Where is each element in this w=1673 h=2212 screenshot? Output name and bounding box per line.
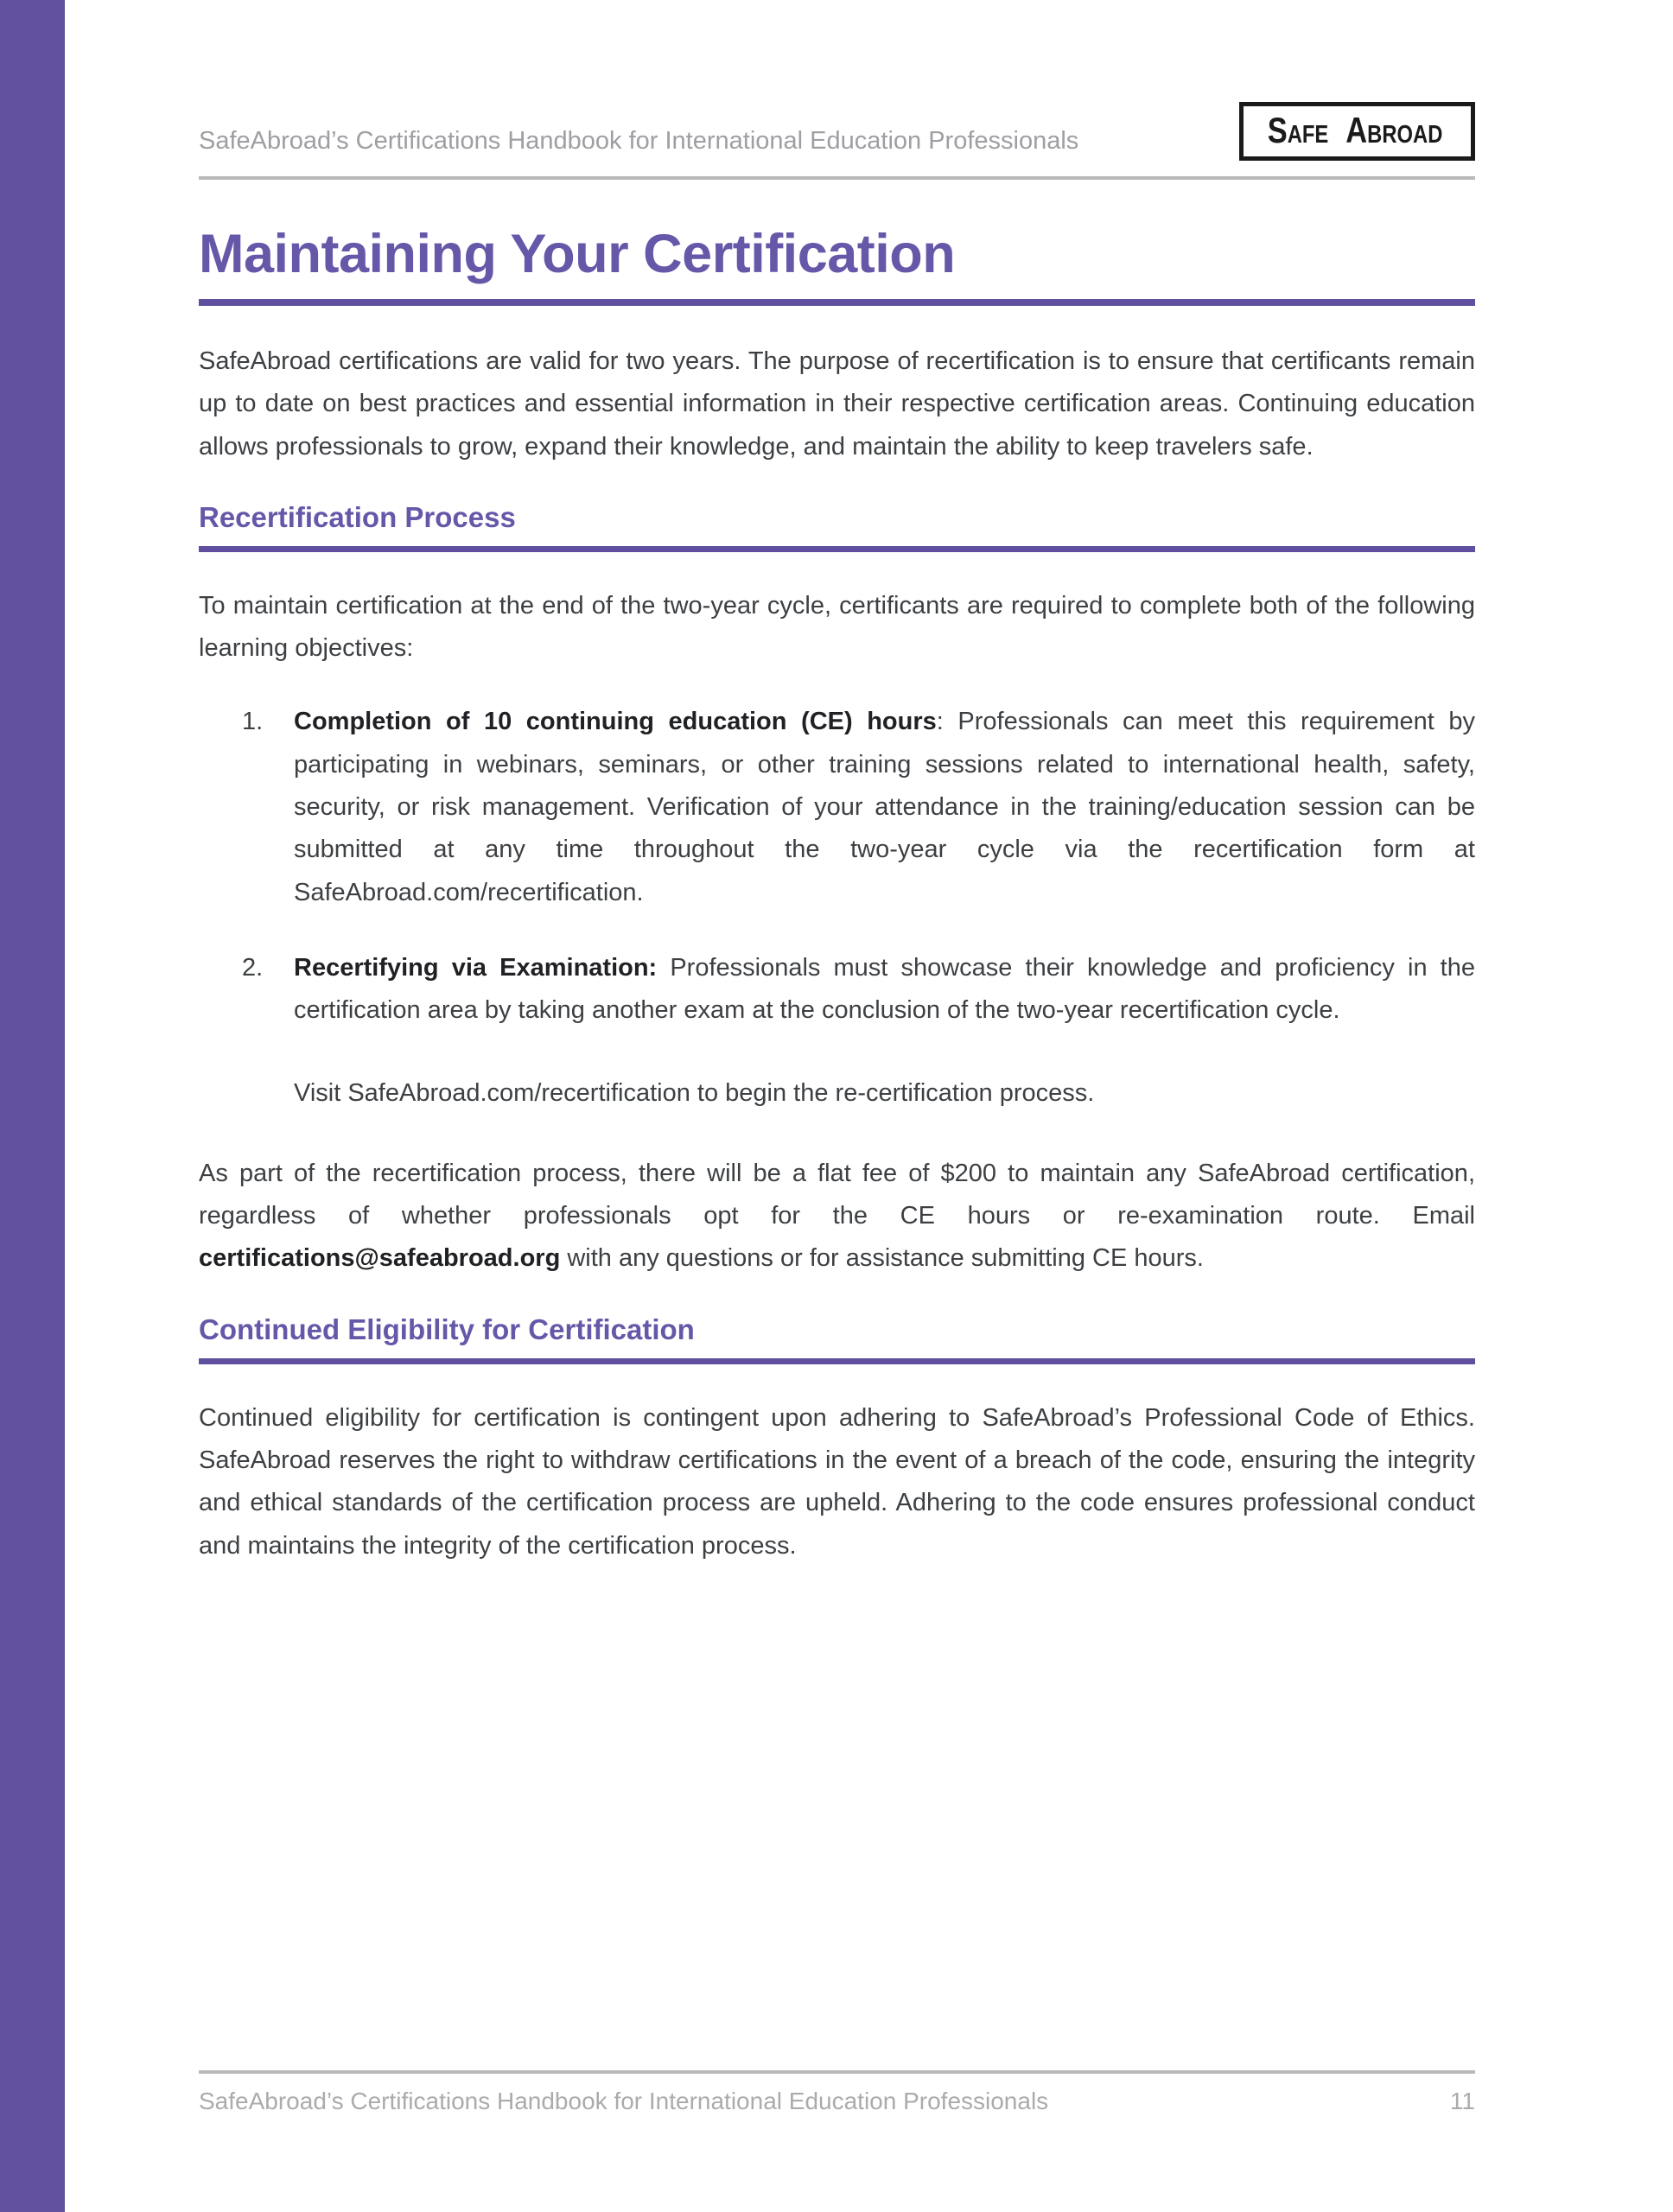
recertification-intro-paragraph: To maintain certification at the end of the two-year cycle, certificants are required to complete both of the following learning objectives: — [199, 591, 1475, 663]
header-running-title: SafeAbroad’s Certifications Handbook for International Education Professionals — [199, 127, 1079, 155]
list-item-separator: : — [936, 708, 958, 736]
fee-text-before-email: As part of the recertification process, there will be a flat fee of $200 to maintain any SafeAbroad certification, regardless of whether professionals opt for the CE hours or re-examination route. Email — [199, 1159, 1475, 1230]
footer-row — [199, 2088, 1475, 2115]
logo-text-abroad: ABROAD — [1345, 110, 1443, 150]
eligibility-heading-underline — [199, 1358, 1475, 1364]
list-item-lead-bold: Completion of 10 continuing education (CE) hours — [294, 708, 937, 736]
visit-note: Visit SafeAbroad.com/recertification to begin the re-certification process. — [294, 1078, 1095, 1107]
title-underline — [199, 299, 1475, 306]
fee-text-after-email: with any questions or for assistance submitting CE hours. — [560, 1244, 1204, 1273]
list-item-separator — [657, 954, 670, 982]
safeabroad-logo — [1239, 102, 1475, 161]
list-item-lead-bold: Recertifying via Examination: — [294, 953, 658, 982]
footer-running-title: SafeAbroad’s Certifications Handbook for International Education Professionals — [199, 2088, 1049, 2114]
intro-paragraph: SafeAbroad certifications are valid for two years. The purpose of recertification is to ensure that certificants remain up to date on best practices and essential information in their respective certification areas. Continuing education allows professionals to grow, expand their knowledge, and maintain the ability to keep travelers safe. — [199, 347, 1475, 461]
page-title: Maintaining Your Certification — [199, 224, 956, 284]
list-item-body: Professionals can meet this requirement by participating in webinars, seminars, or other training sessions related to international health, safety, security, or risk management. Verification of your attendance in the training/education session can be submitted at any time throughout the two-year cycle via the recertification form at SafeAbroad.com/recertification. — [294, 708, 1475, 906]
logo-text-safe: SAFE — [1268, 110, 1329, 150]
list-item-ce-hours — [199, 701, 1475, 913]
section-heading-continued-eligibility: Continued Eligibility for Certification — [199, 1313, 695, 1345]
footer-divider — [199, 2070, 1475, 2074]
recertification-heading-underline — [199, 546, 1475, 552]
document-footer — [199, 2070, 1475, 2212]
page-number: 11 — [1449, 2088, 1475, 2114]
document-body — [199, 180, 1475, 1567]
list-item-text — [294, 947, 1475, 1033]
list-item-number: 2. — [242, 953, 264, 982]
list-item-body: Professionals must showcase their knowledge and proficiency in the certification area by taking another exam at the conclusion of the two-year recertification cycle. — [294, 953, 1475, 1025]
page-content — [65, 0, 1673, 2212]
section-heading-recertification-process: Recertification Process — [199, 500, 516, 533]
eligibility-paragraph: Continued eligibility for certification is contingent upon adhering to SafeAbroad’s Professional Code of Ethics. SafeAbroad reserves the right to withdraw certifications in the event of a breach of the code, ensuring the integrity and ethical standards of the certification process are upheld. Adhering to the code ensures professional conduct and maintains the integrity of the certification process. — [199, 1403, 1475, 1560]
document-header — [199, 102, 1475, 161]
list-item-number: 1. — [242, 708, 264, 736]
learning-objectives-list — [199, 701, 1475, 1032]
fee-paragraph — [199, 1153, 1475, 1281]
list-item-text — [294, 701, 1475, 913]
left-accent-bar — [0, 0, 65, 2212]
list-item-examination — [199, 947, 1475, 1033]
certifications-email: certifications@safeabroad.org — [199, 1244, 561, 1273]
